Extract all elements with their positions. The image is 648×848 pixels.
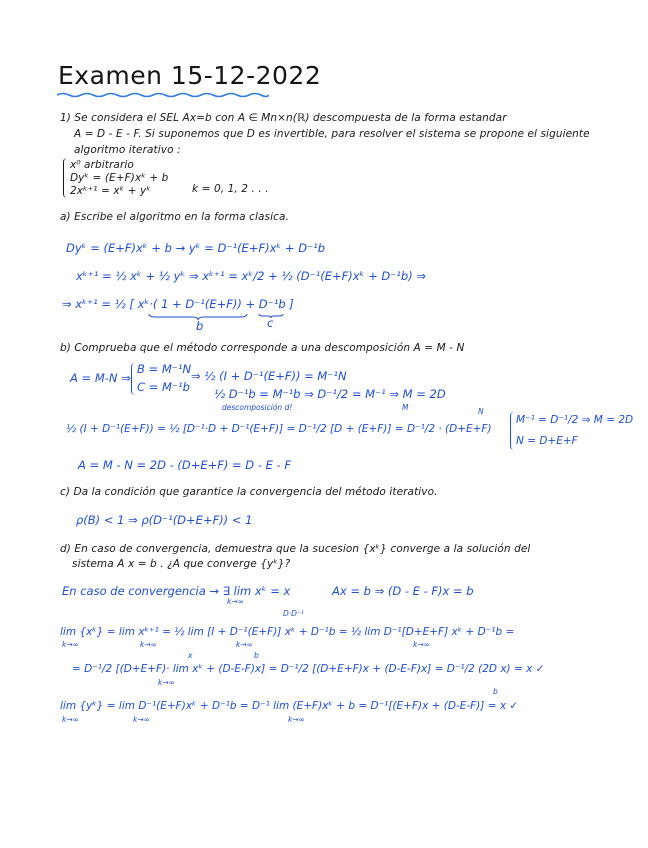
- part-d-prompt-line-1: d) En caso de convergencia, demuestra que la sucesion {xᵏ} converge a la solución del: [60, 543, 531, 555]
- part-a-line-2: xᵏ⁺¹ = ½ xᵏ + ½ yᵏ ⇒ xᵏ⁺¹ = xᵏ/2 + ½ (D⁻¹(E+F)xᵏ + D⁻¹b) ⇒: [76, 269, 426, 283]
- page-title: Examen 15-12-2022: [58, 61, 322, 90]
- part-a-line-1: Dyᵏ = (E+F)xᵏ + b → yᵏ = D⁻¹(E+F)xᵏ + D⁻¹b: [66, 241, 326, 255]
- part-b-C: C = M⁻¹b: [137, 380, 190, 394]
- part-c-answer: ρ(B) < 1 ⇒ ρ(D⁻¹(D+E+F)) < 1: [76, 513, 253, 527]
- part-b-B: B = M⁻¹N: [137, 362, 192, 376]
- k-range: k = 0, 1, 2 . . .: [192, 183, 269, 195]
- annotation-b-2: b: [493, 687, 498, 696]
- system-line-2: Dyᵏ = (E+F)xᵏ + b: [70, 172, 169, 184]
- part-b-brace: [131, 363, 136, 395]
- part-a-prompt: a) Escribe el algoritmo en la forma clasica.: [60, 211, 289, 223]
- limit-subscript-6: k→∞: [158, 678, 175, 687]
- annotation-DD-inverse: D·D⁻¹: [283, 609, 304, 618]
- annotation-N: N: [478, 407, 484, 416]
- annotation-M: M: [402, 403, 409, 412]
- part-d-line-5: lim {yᵏ} = lim D⁻¹(E+F)xᵏ + D⁻¹b = D⁻¹ lim (E+F)xᵏ + b = D⁻¹[(E+F)x + (D-E-F)] = x ✓: [60, 700, 519, 712]
- part-b-prompt: b) Comprueba que el método corresponde a una descomposición A = M - N: [60, 342, 465, 354]
- part-d-line-2: Ax = b ⇒ (D - E - F)x = b: [332, 584, 474, 598]
- part-b-line-5: ½ D⁻¹b = M⁻¹b ⇒ D⁻¹/2 = M⁻¹ ⇒ M = 2D: [214, 387, 446, 401]
- limit-subscript-7: k→∞: [62, 715, 79, 724]
- part-a-line-3: ⇒ xᵏ⁺¹ = ½ [ xᵏ·( 1 + D⁻¹(E+F)) + D⁻¹b ]: [62, 297, 294, 311]
- part-c-prompt: c) Da la condición que garantice la convergencia del método iterativo.: [60, 486, 438, 498]
- problem-statement-line-1: 1) Se considera el SEL Ax=b con A ∈ Mn×n(ℝ) descompuesta de la forma estandar: [60, 112, 507, 124]
- part-b-line-6: ½ (I + D⁻¹(E+F)) = ½ [D⁻¹·D + D⁻¹(E+F)] = D⁻¹/2 [D + (E+F)] = D⁻¹/2 · (D+E+F): [66, 423, 492, 435]
- part-b-decomposition: A = M-N ⇒: [70, 371, 131, 385]
- underbrace-label-c: c: [267, 316, 274, 330]
- part-b-N-result: N = D+E+F: [516, 435, 578, 447]
- system-line-3: 2xᵏ⁺¹ = xᵏ + yᵏ: [70, 185, 151, 197]
- part-d-line-1: En caso de convergencia → ∃ lim xᵏ = x: [62, 584, 291, 598]
- annotation-b-1: b: [254, 651, 259, 660]
- limit-subscript-2: k→∞: [62, 640, 79, 649]
- title-wavy-underline: [57, 92, 269, 98]
- limit-subscript-1: k→∞: [227, 597, 244, 606]
- limit-subscript-8: k→∞: [133, 715, 150, 724]
- part-b-line-9: A = M - N = 2D - (D+E+F) = D - E - F: [78, 458, 291, 472]
- part-b-result-brace: [510, 412, 515, 450]
- part-b-M-result: M⁻¹ = D⁻¹/2 ⇒ M = 2D: [516, 414, 634, 426]
- system-line-1: x⁰ arbitrario: [70, 159, 134, 171]
- annotation-descomposicion: descomposición d!: [222, 403, 293, 412]
- problem-statement-line-3: algoritmo iterativo :: [74, 144, 181, 156]
- part-d-prompt-line-2: sistema A x = b . ¿A que converge {yᵏ}?: [72, 558, 291, 570]
- problem-statement-line-2: A = D - E - F. Si suponemos que D es invertible, para resolver el sistema se propone el siguiente: [74, 128, 590, 140]
- limit-subscript-9: k→∞: [288, 715, 305, 724]
- part-d-line-3: lim {xᵏ} = lim xᵏ⁺¹ = ½ lim [I + D⁻¹(E+F)] xᵏ + D⁻¹b = ½ lim D⁻¹[D+E+F] xᵏ + D⁻¹b =: [60, 626, 515, 638]
- underbrace-label-b: b: [196, 319, 204, 333]
- system-brace: [63, 158, 69, 198]
- part-d-line-4: = D⁻¹/2 [(D+E+F)· lim xᵏ + (D-E-F)x] = D⁻¹/2 [(D+E+F)x + (D-E-F)x] = D⁻¹/2 (2D x) = x ✓: [72, 663, 545, 675]
- part-b-line-4: ⇒ ½ (I + D⁻¹(E+F)) = M⁻¹N: [191, 369, 347, 383]
- limit-subscript-3: k→∞: [140, 640, 157, 649]
- limit-subscript-5: k→∞: [413, 640, 430, 649]
- annotation-x: x: [188, 651, 193, 660]
- limit-subscript-4: k→∞: [236, 640, 253, 649]
